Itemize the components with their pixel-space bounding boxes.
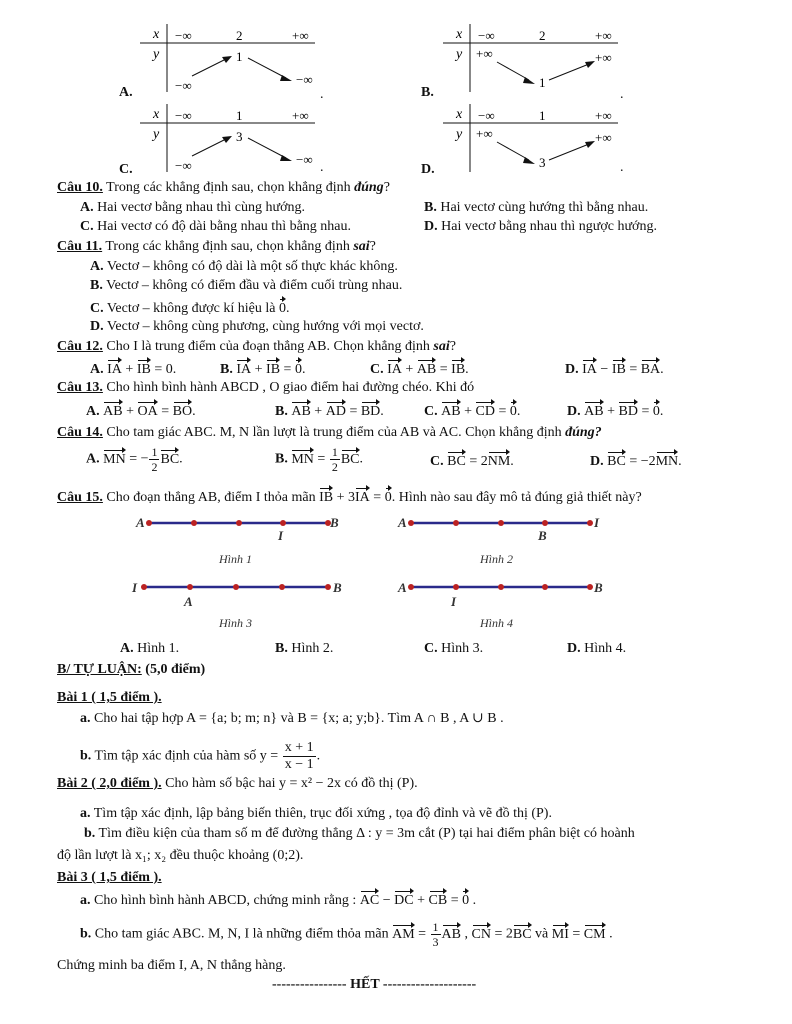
bai3-part-a: a. Cho hình bình hành ABCD, chứng minh rằng : AC − DC + CB = 0 . [80,890,476,909]
svg-text:y: y [456,47,463,62]
svg-text:1: 1 [539,75,546,90]
svg-text:B: B [333,580,342,595]
svg-text:−∞: −∞ [296,152,313,167]
q10-option-d: D. Hai vectơ bằng nhau thì ngược hướng. [424,219,657,234]
bai2-part-b-cont: độ lần lượt là x₁; x₂ đều thuộc khoảng (0;2). [57,848,304,863]
svg-text:x: x [153,107,160,122]
q15-option-b: B. Hình 2. [275,641,334,656]
svg-text:I: I [594,515,600,530]
variation-table-b [443,24,618,92]
part-b-heading: B/ TỰ LUẬN: (5,0 điểm) [57,662,206,677]
svg-text:−∞: −∞ [175,28,192,43]
q12-option-d: D. IA − IB = BA. [565,359,664,378]
bai3-conclusion: Chứng minh ba điểm I, A, N thẳng hàng. [57,958,286,973]
svg-text:−∞: −∞ [175,108,192,123]
q14-option-a: A. MN = − $\frac{1}{2}$ BC. [86,445,183,474]
bai2-heading: Bài 2 ( 2,0 điểm ). Cho hàm số bậc hai y = x² − 2x có đồ thị (P). [57,776,418,791]
q13-option-c: C. AB + CD = 0. [424,401,520,420]
svg-text:+∞: +∞ [595,108,612,123]
svg-text:3: 3 [236,129,243,144]
q10-option-c: C. Hai vectơ có độ dài bằng nhau thì bằng nhau. [80,219,352,234]
svg-text:−∞: −∞ [175,158,192,172]
question-11: Câu 11. Trong các khẳng định sau, chọn khẳng định sai? [57,239,376,254]
q13-option-a: A. AB + OA = BO. [86,401,196,420]
option-c-label: C. [119,162,133,177]
q13-option-b: B. AB + AD = BD. [275,401,384,420]
svg-text:+∞: +∞ [292,108,309,123]
y-label: y [153,47,160,62]
end-marker: ---------------- HẾT -------------------- [272,977,477,992]
svg-text:1: 1 [539,108,546,123]
svg-text:+∞: +∞ [476,46,493,61]
svg-text:y: y [153,127,160,142]
option-b-label: B. [421,85,434,100]
svg-text:y: y [456,127,463,142]
question-14: Câu 14. Cho tam giác ABC. M, N lần lượt là trung điểm của AB và AC. Chọn khẳng định đúng? [57,425,602,440]
q15-option-c: C. Hình 3. [424,641,484,656]
svg-text:x: x [456,107,463,122]
bai2-part-b: b. Tìm điều kiện của tham số m để đường thẳng Δ : y = 3m cắt (P) tại hai điểm phân biệt có hoành [84,826,635,841]
svg-text:+∞: +∞ [476,126,493,141]
svg-text:3: 3 [539,155,546,170]
svg-text:I: I [132,580,138,595]
bai3-part-b: b. Cho tam giác ABC. M, N, I là những điểm thỏa mãn AM = $\frac{1}{3}$ AB , CN = 2BC và MI = CM . [80,920,613,949]
svg-text:+∞: +∞ [292,28,309,43]
svg-text:+∞: +∞ [595,130,612,145]
svg-text:+∞: +∞ [595,28,612,43]
q14-option-d: D. BC = −2MN. [590,451,682,470]
option-a-label: A. [119,85,133,100]
figure-4-caption: Hình 4 [480,616,513,630]
variation-table-c [140,104,315,172]
bai1-part-a: a. Cho hai tập hợp A = {a; b; m; n} và B = {x; a; y;b}. Tìm A ∩ B , A ∪ B . [80,711,504,726]
bai1-part-b: b. Tìm tập xác định của hàm số y = $\frac{x + 1}{x - 1}$ . [80,740,321,772]
question-12: Câu 12. Cho I là trung điểm của đoạn thẳng AB. Chọn khẳng định sai? [57,339,456,354]
q11-option-b: B. Vectơ – không có điểm đầu và điểm cuối trùng nhau. [90,278,403,293]
x-label: x [153,27,160,42]
svg-text:−∞: −∞ [478,108,495,123]
q14-option-c: C. BC = 2NM. [430,451,514,470]
svg-text:B: B [594,580,603,595]
q12-option-c: C. IA + AB = IB. [370,359,469,378]
svg-text:B: B [330,515,339,530]
bai3-title: Bài 3 ( 1,5 điểm ). [57,870,162,885]
svg-text:1: 1 [236,108,243,123]
q12-option-a: A. IA + IB = 0. [90,359,176,378]
svg-text:−∞: −∞ [478,28,495,43]
variation-tables [110,24,770,172]
figure-2 [397,515,600,543]
svg-text:A: A [136,515,145,530]
question-10: Câu 10. Trong các khẳng định sau, chọn khẳng định đúng? [57,180,390,195]
option-d-label: D. [421,162,435,177]
svg-text:B: B [538,528,547,543]
svg-text:I: I [278,528,284,543]
q12-option-b: B. IA + IB = 0. [220,359,305,378]
figure-3-caption: Hình 3 [219,616,252,630]
svg-text:2: 2 [236,28,243,43]
q13-option-d: D. AB + BD = 0. [567,401,663,420]
svg-text:A: A [398,580,407,595]
svg-text:I: I [451,594,457,609]
q10-option-a: A. Hai vectơ bằng nhau thì cùng hướng. [80,200,305,215]
variation-table-d [443,104,618,172]
q15-option-d: D. Hình 4. [567,641,627,656]
question-13: Câu 13. Cho hình bình hành ABCD , O giao điểm hai đường chéo. Khi đó [57,380,475,395]
q15-figures [120,510,620,640]
svg-text:A: A [184,594,193,609]
bai2-part-a: a. Tìm tập xác định, lập bảng biến thiên, trục đối xứng , tọa độ đỉnh và vẽ đồ thị (P). [80,806,552,821]
svg-text:1: 1 [236,49,243,64]
q14-option-b: B. MN = $\frac{1}{2}$ BC. [275,445,363,474]
q15-option-a: A. Hình 1. [120,641,180,656]
q11-option-a: A. Vectơ – không có độ dài là một số thực khác không. [90,259,398,274]
svg-text:2: 2 [539,28,546,43]
bai1-title: Bài 1 ( 1,5 điểm ). [57,690,162,705]
q11-option-d: D. Vectơ – không cùng phương, cùng hướng với mọi vectơ. [90,319,424,334]
svg-text:−∞: −∞ [296,72,313,87]
question-15: Câu 15. Cho đoạn thẳng AB, điểm I thỏa mãn IB + 3IA = 0. Hình nào sau đây mô tả đúng giả thiết này? [57,487,642,506]
variation-table-a [140,24,315,93]
q10-option-b: B. Hai vectơ cùng hướng thì bằng nhau. [424,200,649,215]
figure-1-caption: Hình 1 [219,552,252,566]
figure-1 [135,515,339,543]
figure-4 [397,580,603,609]
svg-text:x: x [456,27,463,42]
svg-text:+∞: +∞ [595,50,612,65]
svg-text:A: A [398,515,407,530]
svg-text:−∞: −∞ [175,78,192,93]
q11-option-c: C. Vectơ – không được kí hiệu là 0. [90,298,289,317]
figure-3 [131,580,342,609]
figure-2-caption: Hình 2 [480,552,513,566]
